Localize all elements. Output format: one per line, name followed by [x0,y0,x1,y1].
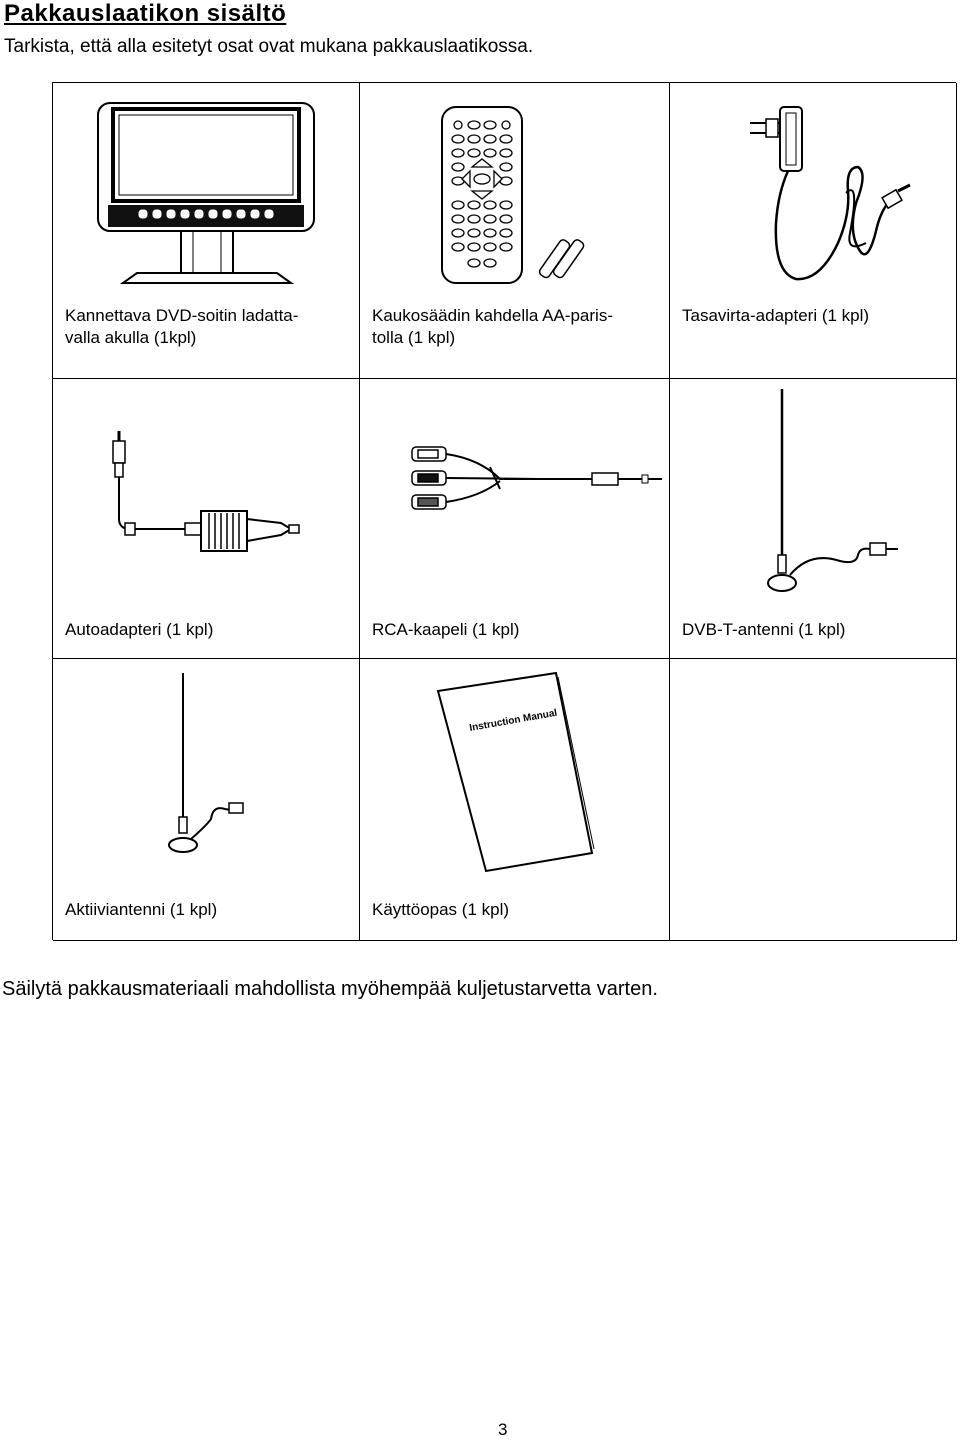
footer-note: Säilytä pakkausmateriaali mahdollista myöhempää kuljetustarvetta varten. [2,978,658,1000]
item-cell-dc-adapter [670,83,957,379]
intro-text: Tarkista, että alla esitetyt osat ovat mukana pakkauslaatikossa. [4,36,534,57]
item-cell-dvb-t-antenna [670,379,957,659]
item-label-remote-line1: Kaukosäädin kahdella AA-paris- [372,306,613,325]
dc-adapter-icon [670,83,957,303]
item-cell-dvd-player [53,83,360,379]
item-cell-instruction-manual [360,659,670,941]
instruction-manual-icon [360,659,670,879]
active-antenna-icon [53,659,360,879]
item-cell-remote-control [360,83,670,379]
page-heading: Pakkauslaatikon sisältö [4,0,287,27]
manual-cover-text: Instruction Manual [468,707,559,734]
item-label-dvb-t-antenna: DVB-T-antenni (1 kpl) [682,620,846,639]
page-number: 3 [498,1420,508,1439]
item-label-dvd-player-line1: Kannettava DVD-soitin ladatta- [65,306,299,325]
item-label-rca-cable: RCA-kaapeli (1 kpl) [372,620,520,639]
item-label-dc-adapter: Tasavirta-adapteri (1 kpl) [682,306,870,325]
dvb-t-antenna-icon [670,379,957,609]
portable-dvd-player-icon [53,83,360,303]
item-cell-rca-cable [360,379,670,659]
item-cell-active-antenna [53,659,360,941]
package-contents-grid [52,82,956,940]
aa-batteries-icon [538,238,585,279]
item-label-active-antenna: Aktiiviantenni (1 kpl) [65,900,218,919]
item-cell-car-adapter [53,379,360,659]
item-cell-empty [670,659,957,941]
item-label-car-adapter: Autoadapteri (1 kpl) [65,620,214,639]
item-label-remote-line2: tolla (1 kpl) [372,328,456,347]
remote-control-icon [360,83,670,303]
item-label-instruction-manual: Käyttöopas (1 kpl) [372,900,510,919]
item-label-dvd-player-line2: valla akulla (1kpl) [65,328,197,347]
rca-cable-icon [360,379,670,609]
car-adapter-icon [53,379,360,609]
